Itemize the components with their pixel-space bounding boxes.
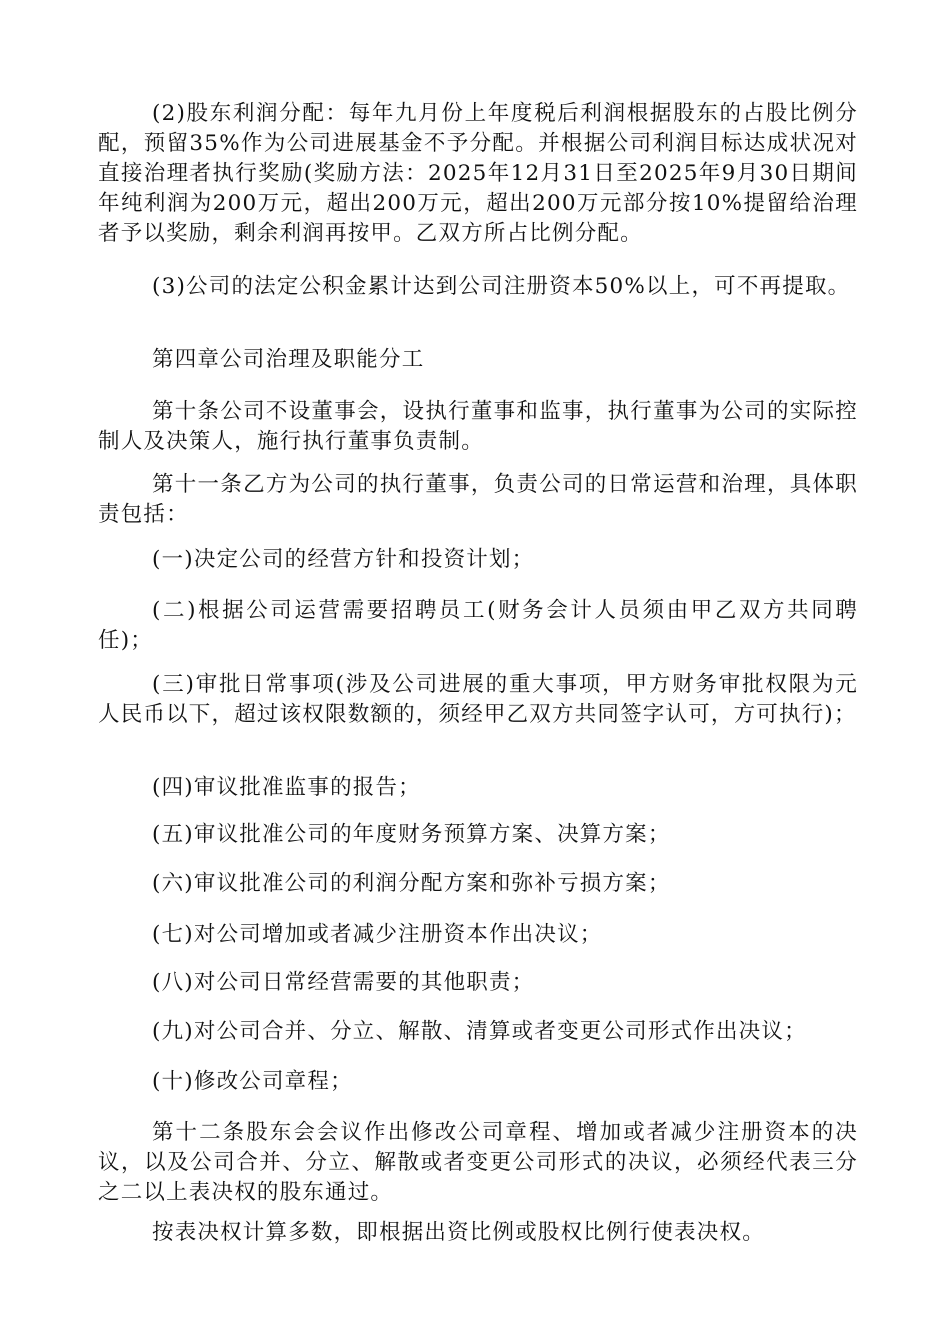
- paragraph-article-12: 第十二条股东会会议作出修改公司章程、增加或者减少注册资本的决议，以及公司合并、分立、解散或者变更公司形式的决议，必须经代表三分之二以上表决权的股东通过。: [98, 1120, 858, 1205]
- list-item-3: (三)审批日常事项(涉及公司进展的重大事项，甲方财务审批权限为元人民币以下，超过该权限数额的，须经甲乙双方共同签字认可，方可执行)；: [98, 672, 858, 727]
- list-item-10: (十)修改公司章程；: [152, 1069, 353, 1094]
- chapter-heading: 第四章公司治理及职能分工: [152, 347, 425, 372]
- list-item-4: (四)审议批准监事的报告；: [152, 775, 421, 800]
- list-item-5: (五)审议批准公司的年度财务预算方案、决算方案；: [152, 822, 671, 847]
- list-item-8: (八)对公司日常经营需要的其他职责；: [152, 970, 535, 995]
- list-item-9: (九)对公司合并、分立、解散、清算或者变更公司形式作出决议；: [152, 1019, 807, 1044]
- paragraph-article-10: 第十条公司不设董事会，设执行董事和监事，执行董事为公司的实际控制人及决策人，施行执行董事负责制。: [98, 399, 858, 454]
- paragraph-profit-distribution: (2)股东利润分配：每年九月份上年度税后利润根据股东的占股比例分配，预留35%作为公司进展基金不予分配。并根据公司利润目标达成状况对直接治理者执行奖励(奖励方法：2025年12月31日至2025年9月30日期间年纯利润为200万元，超出200万元，超出200万元部分按10%提留给治理者予以奖励，剩余利润再按甲。乙双方所占比例分配。: [98, 101, 858, 246]
- list-item-1: (一)决定公司的经营方针和投资计划；: [152, 547, 535, 572]
- list-item-7: (七)对公司增加或者减少注册资本作出决议；: [152, 922, 603, 947]
- paragraph-statutory-reserve: (3)公司的法定公积金累计达到公司注册资本50%以上，可不再提取。: [152, 274, 851, 299]
- paragraph-voting-majority: 按表决权计算多数，即根据出资比例或股权比例行使表决权。: [152, 1220, 765, 1245]
- list-item-2: (二)根据公司运营需要招聘员工(财务会计人员须由甲乙双方共同聘任)；: [98, 598, 858, 653]
- list-item-6: (六)审议批准公司的利润分配方案和弥补亏损方案；: [152, 871, 671, 896]
- paragraph-article-11: 第十一条乙方为公司的执行董事，负责公司的日常运营和治理，具体职责包括：: [98, 472, 858, 527]
